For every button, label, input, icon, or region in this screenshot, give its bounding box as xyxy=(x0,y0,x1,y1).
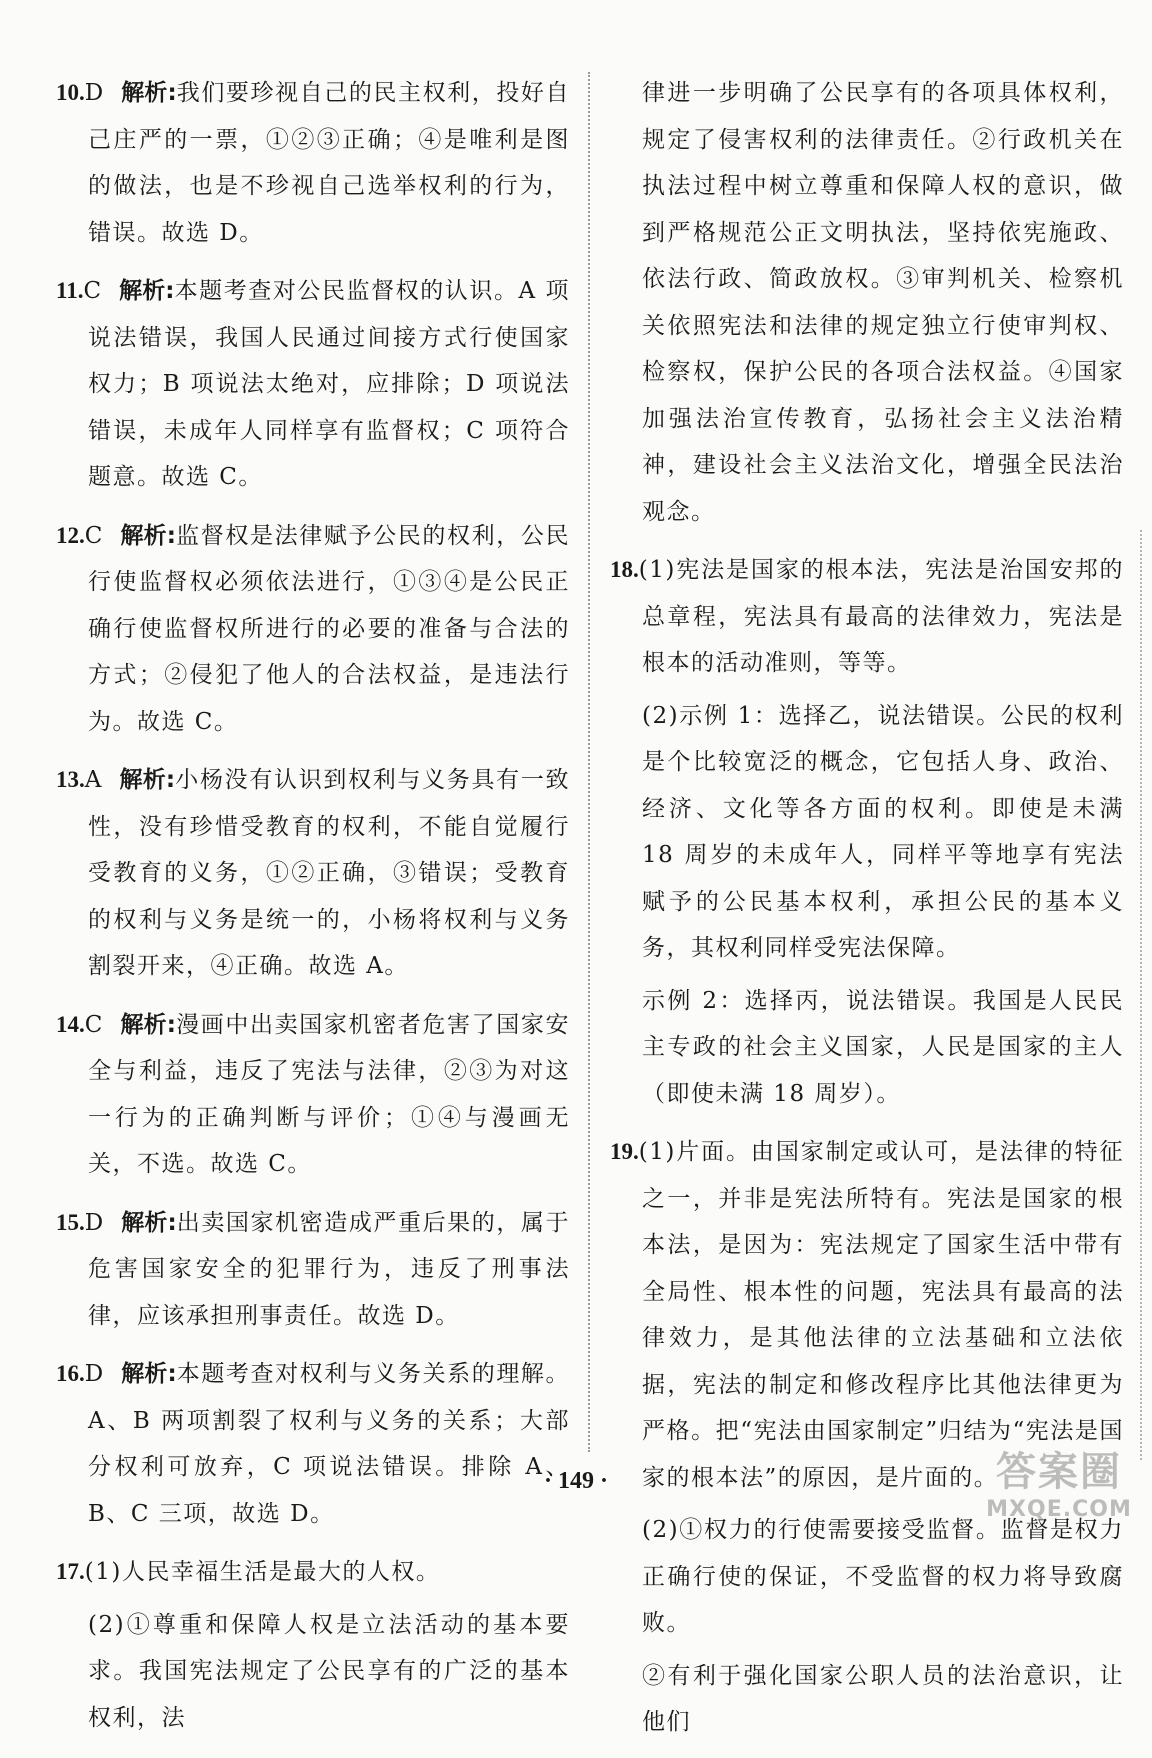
question-number: 11. xyxy=(56,278,84,303)
answer-choice: C xyxy=(84,1011,103,1038)
left-column xyxy=(56,70,570,1753)
answer-continuation: 示例 2：选择丙，说法错误。我国是人民民主专政的社会主义国家，人民是国家的主人（即使未满 18 周岁）。 xyxy=(642,987,1124,1107)
analysis-label: 解析 xyxy=(121,1209,168,1236)
answer-continuation: 律进一步明确了公民享有的各项具体权利，规定了侵害权利的法律责任。②行政机关在执法过程中树立尊重和保障人权的意识，做到严格规范公正文明执法，坚持依宪施政、依法行政、简政放权。③审判机关、检察机关依照宪法和法律的规定独立行使审判权、检察权，保护公民的各项合法权益。④国家加强法治宣传教育，弘扬社会主义法治精神，建设社会主义法治文化，增强全民法治观念。 xyxy=(642,80,1124,525)
analysis-text: 我们要珍视自己的民主权利，投好自己庄严的一票，①②③正确；④是唯利是图的做法，也是不珍视自己选举权利的行为，错误。故选 D。 xyxy=(88,80,571,246)
question-number: 16. xyxy=(56,1361,85,1386)
analysis-label: 解析 xyxy=(120,1011,167,1038)
answer-item-19 xyxy=(610,1129,1124,1501)
analysis-text: 本题考查对权利与义务关系的理解。A、B 两项割裂了权利与义务的关系；大部分权利可放弃，C 项说法错误。排除 A、B、C 三项，故选 D。 xyxy=(88,1361,571,1527)
answer-choice: D xyxy=(84,1209,104,1236)
question-number: 18. xyxy=(610,557,639,582)
analysis-text: 出卖国家机密造成严重后果的，属于危害国家安全的犯罪行为，违反了刑事法律，应该承担刑事责任。故选 D。 xyxy=(88,1209,571,1329)
answer-item-17 xyxy=(56,1549,570,1596)
question-number: 13. xyxy=(56,767,85,792)
answer-item-16: 16.D 解析:本题考查对权利与义务关系的理解。A、B 两项割裂了权利与义务的关系；大部分权利可放弃，C 项说法错误。排除 A、B、C 三项，故选 D。 xyxy=(56,1361,571,1527)
answer-text: (1)人民幸福生活是最大的人权。 xyxy=(84,1559,441,1585)
answer-continuation: (2)①权力的行使需要接受监督。监督是权力正确行使的保证，不受监督的权力将导致腐败。 xyxy=(642,1517,1124,1636)
analysis-text: 小杨没有认识到权利与义务具有一致性，没有珍惜受教育的权利，不能自觉履行受教育的义务，①②正确，③错误；受教育的权利与义务是统一的，小杨将权利与义务割裂开来，④正确。故选 A。 xyxy=(88,767,571,979)
answer-item-13: 13.A 解析:小杨没有认识到权利与义务具有一致性，没有珍惜受教育的权利，不能自觉履行受教育的义务，①②正确，③错误；受教育的权利与义务是统一的，小杨将权利与义务割裂开来，④正确。故选 A。 xyxy=(56,767,571,979)
answer-continuation: ②有利于强化国家公职人员的法治意识，让他们 xyxy=(642,1662,1124,1735)
answer-text: (1)宪法是国家的根本法，宪法是治国安邦的总章程，宪法具有最高的法律效力，宪法是根本的活动准则，等等。 xyxy=(638,557,1124,676)
analysis-label: 解析 xyxy=(119,278,166,304)
analysis-text: 本题考查对公民监督权的认识。A 项说法错误，我国人民通过间接方式行使国家权力；B 项说法太绝对，应排除；D 项说法错误，未成年人同样享有监督权；C 项符合题意。故选 C。 xyxy=(88,278,570,490)
page-number: · 149 · xyxy=(543,1468,608,1494)
analysis-text: 漫画中出卖国家机密者危害了国家安全与利益，违反了宪法与法律，②③为对这一行为的正确判断与评价；①④与漫画无关，不选。故选 C。 xyxy=(88,1011,571,1177)
analysis-label: 解析 xyxy=(119,767,166,793)
question-number: 12. xyxy=(56,522,85,548)
answer-continuation: (2)示例 1：选择乙，说法错误。公民的权利是个比较宽泛的概念，它包括人身、政治、经济、文化等各方面的权利。即使是未满 18 周岁的未成年人，同样平等地享有宪法赋予的公民基本权利，承担公民的基本义务，其权利同样受宪法保障。 xyxy=(642,702,1124,961)
column-divider xyxy=(588,72,590,1452)
watermark-logo xyxy=(970,1448,1148,1532)
question-number: 19. xyxy=(610,1139,639,1164)
answer-choice: C xyxy=(84,522,103,549)
analysis-label: 解析 xyxy=(121,1361,168,1387)
watermark-logo-text: 答案圈 xyxy=(996,1449,1122,1495)
page-edge-rule xyxy=(1140,530,1142,1460)
answer-item-15: 15.D 解析:出卖国家机密造成严重后果的，属于危害国家安全的犯罪行为，违反了刑事法律，应该承担刑事责任。故选 D。 xyxy=(56,1209,571,1329)
answer-item-12: 12.C 解析:监督权是法律赋予公民的权利，公民行使监督权必须依法进行，①③④是公民正确行使监督权所进行的必要的准备与合法的方式；②侵犯了他人的合法权益，是违法行为。故选 C。 xyxy=(56,522,571,735)
analysis-label: 解析 xyxy=(120,522,167,549)
question-number: 17. xyxy=(56,1559,85,1584)
question-number: 10. xyxy=(56,80,85,105)
answer-continuation: (2)①尊重和保障人权是立法活动的基本要求。我国宪法规定了公民享有的广泛的基本权利，法 xyxy=(88,1611,570,1731)
answer-item-11: 11.C 解析:本题考查对公民监督权的认识。A 项说法错误，我国人民通过间接方式行使国家权力；B 项说法太绝对，应排除；D 项说法错误，未成年人同样享有监督权；C 项符合题意。故选 C。 xyxy=(56,278,570,490)
answer-choice: A xyxy=(84,767,102,793)
analysis-label: 解析 xyxy=(121,80,168,106)
answer-choice: D xyxy=(84,1361,104,1387)
answer-item-18 xyxy=(610,547,1124,687)
answer-choice: C xyxy=(83,278,102,304)
watermark-site: MXQE.COM xyxy=(986,1497,1132,1522)
answer-item-10: 10.D 解析:我们要珍视自己的民主权利，投好自己庄严的一票，①②③正确；④是唯利是图的做法，也是不珍视自己选举权利的行为，错误。故选 D。 xyxy=(56,80,571,246)
answer-item-14: 14.C 解析:漫画中出卖国家机密者危害了国家安全与利益，违反了宪法与法律，②③为对这一行为的正确判断与评价；①④与漫画无关，不选。故选 C。 xyxy=(56,1011,571,1177)
analysis-text: 监督权是法律赋予公民的权利，公民行使监督权必须依法进行，①③④是公民正确行使监督权所进行的必要的准备与合法的方式；②侵犯了他人的合法权益，是违法行为。故选 C。 xyxy=(88,522,571,735)
question-number: 15. xyxy=(56,1209,85,1235)
answer-text: (1)片面。由国家制定或认可，是法律的特征之一，并非是宪法所特有。宪法是国家的根本法，是因为：宪法规定了国家生活中带有全局性、根本性的问题，宪法具有最高的法律效力，是其他法律的立法基础和立法依据，宪法的制定和修改程序比其他法律更为严格。把“宪法由国家制定”归结为“宪法是国家的根本法”的原因，是片面的。 xyxy=(638,1139,1124,1491)
question-number: 14. xyxy=(56,1011,85,1037)
answer-choice: D xyxy=(84,80,104,106)
